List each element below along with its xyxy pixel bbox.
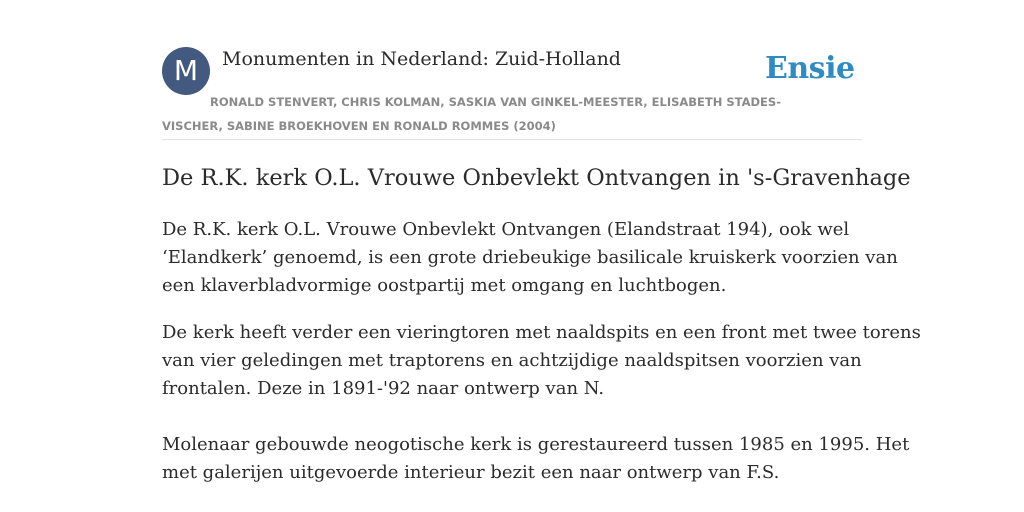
paragraph-line: van vier geledingen met traptorens en achtzijdige naaldspitsen voorzien van xyxy=(162,350,862,371)
paragraph-line: Molenaar gebouwde neogotische kerk is gerestaureerd tussen 1985 en 1995. Het xyxy=(162,434,910,455)
divider xyxy=(162,139,862,140)
book-title[interactable]: Monumenten in Nederland: Zuid-Holland xyxy=(222,48,621,70)
paragraph-line: met galerijen uitgevoerde interieur bezit een naar ontwerp van F.S. xyxy=(162,462,780,483)
paragraph-line: De R.K. kerk O.L. Vrouwe Onbevlekt Ontvangen (Elandstraat 194), ook wel xyxy=(162,219,850,240)
paragraph-line: een klaverbladvormige oostpartij met omgang en luchtbogen. xyxy=(162,275,727,296)
paragraph-line: frontalen. Deze in 1891-'92 naar ontwerp van N. xyxy=(162,378,605,399)
paragraph-line: ‘Elandkerk’ genoemd, is een grote driebeukige basilicale kruiskerk voorzien van xyxy=(162,247,898,268)
authors-line: RONALD STENVERT, CHRIS KOLMAN, SASKIA VAN GINKEL-MEESTER, ELISABETH STADES-VISCHER, SABINE BROEKHOVEN EN RONALD ROMMES (2004) xyxy=(162,95,781,133)
paragraph-line: De kerk heeft verder een vieringtoren met naaldspits en een front met twee torens xyxy=(162,322,921,343)
avatar: M xyxy=(162,47,210,95)
paragraph-2 xyxy=(162,319,921,403)
paragraph-3 xyxy=(162,431,910,487)
brand-logo[interactable]: Ensie xyxy=(765,51,855,86)
paragraph-1 xyxy=(162,216,898,300)
article-title: De R.K. kerk O.L. Vrouwe Onbevlekt Ontvangen in 's-Gravenhage xyxy=(162,165,911,191)
